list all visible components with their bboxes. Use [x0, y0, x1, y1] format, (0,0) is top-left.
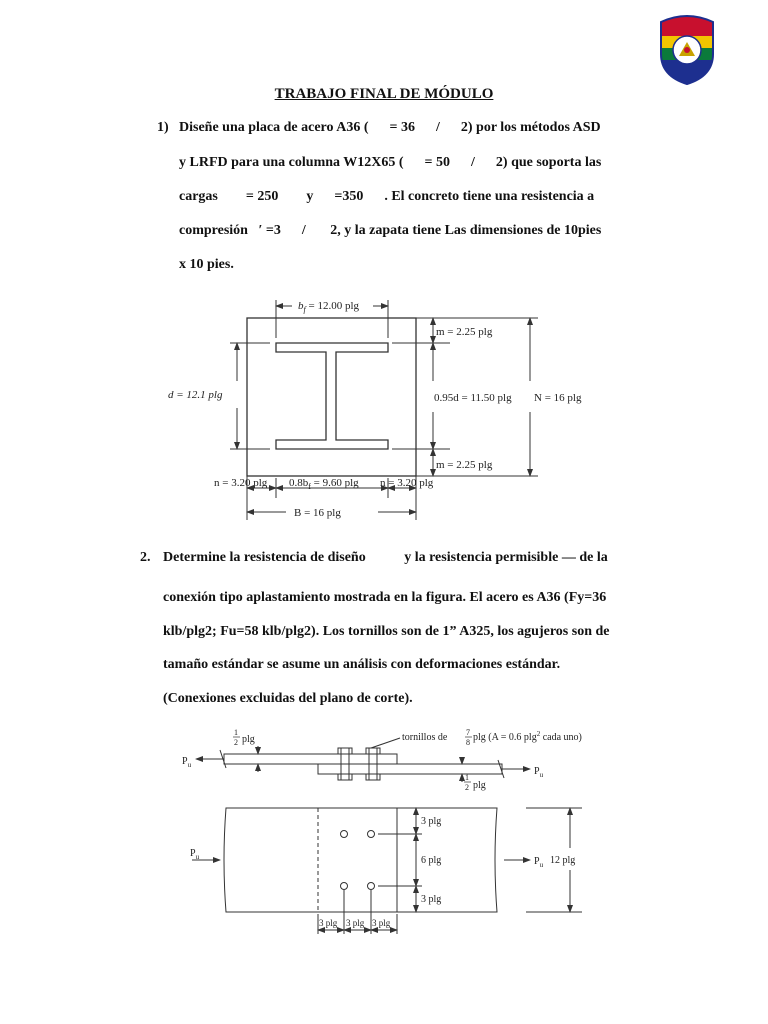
- dim-bottom-3: 3 plg: [372, 918, 391, 928]
- page-title: TRABAJO FINAL DE MÓDULO: [274, 86, 494, 102]
- mid-label: 0.95d = 11.50 plg: [434, 392, 512, 404]
- dim-6: 6 plg: [421, 855, 442, 866]
- problem-2-line-5: (Conexiones excluidas del plano de corte).: [163, 691, 413, 706]
- dim-12: 12 plg: [550, 855, 576, 866]
- pu-right-elev: $P_u$: [534, 766, 544, 779]
- bolt-hole-4: [368, 883, 375, 890]
- bolts-num: 7: [466, 728, 470, 737]
- bolts-note: tornillos de: [402, 732, 448, 743]
- w-section-outline: [276, 343, 388, 449]
- n-left-label: n = 3.20 plg: [214, 477, 268, 489]
- m-top-label: m = 2.25 plg: [436, 326, 493, 338]
- half-top-den: 2: [234, 738, 238, 747]
- half-bottom-unit: plg: [473, 780, 486, 791]
- pu-left-plan: $P_u$: [190, 848, 200, 861]
- bolts-note-rest: plg (A = 0.6 plg$^2$ cada uno): [473, 730, 582, 743]
- bolted-connection-figure: [172, 722, 592, 944]
- bf-label: $b_f = 12.00$ plg: [298, 300, 359, 314]
- problem-1-line-5: x 10 pies.: [179, 257, 234, 272]
- problem-1-line-2: y LRFD para una columna W12X65 ( = 50 / 2) que soporta las: [179, 155, 602, 170]
- top-plate-elevation: [224, 754, 397, 764]
- right-plate-plan: [397, 808, 497, 912]
- problem-1-line-1: Diseñe una placa de acero A36 ( = 36 / 2) por los métodos ASD: [179, 120, 601, 135]
- problem-1-line-3: cargas = 250 y =350 . El concreto tiene una resistencia a: [179, 189, 595, 204]
- problem-1-number: 1): [157, 120, 169, 135]
- university-seal-logo: [657, 14, 717, 86]
- half-bottom-num: 1: [465, 773, 469, 782]
- problem-2-line-2: conexión tipo aplastamiento mostrada en la figura. El acero es A36 (Fy=36: [163, 590, 607, 605]
- dim-3-top: 3 plg: [421, 816, 442, 827]
- base-plate-outline: [247, 318, 416, 476]
- B-label: B = 16 plg: [294, 507, 341, 519]
- half-top-num: 1: [234, 728, 238, 737]
- problem-2-line-3: klb/plg2; Fu=58 klb/plg2). Los tornillos son de 1” A325, los agujeros son de: [163, 624, 610, 639]
- m-bottom-label: m = 2.25 plg: [436, 459, 493, 471]
- bolts-den: 8: [466, 738, 470, 747]
- d-label: d = 12.1 plg: [168, 389, 223, 401]
- dim-bottom-1: 3 plg: [319, 918, 338, 928]
- problem-1-line-4: compresión ′ =3 / 2, y la zapata tiene Las dimensiones de 10pies: [179, 223, 602, 238]
- problem-2-line-1: Determine la resistencia de diseño y la resistencia permisible — de la: [163, 550, 608, 565]
- problem-2-number: 2.: [140, 550, 151, 565]
- pu-left-elev: $P_u$: [182, 756, 192, 769]
- problem-2-line-4: tamaño estándar se asume un análisis con deformaciones estándar.: [163, 657, 561, 672]
- bolt-hole-3: [341, 883, 348, 890]
- N-label: N = 16 plg: [534, 392, 582, 404]
- dim-bottom-2: 3 plg: [346, 918, 365, 928]
- bottom-plate-elevation: [318, 764, 502, 774]
- n-right-label: n = 3.20 plg: [380, 477, 434, 489]
- pu-right-plan: $P_u$: [534, 856, 544, 869]
- bolt-hole-2: [368, 831, 375, 838]
- bolt-hole-1: [341, 831, 348, 838]
- base-plate-figure: [160, 288, 610, 528]
- half-top-unit: plg: [242, 734, 255, 745]
- center-label: $0.8b_f = 9.60$ plg: [289, 477, 359, 491]
- half-bottom-den: 2: [465, 783, 469, 792]
- dim-3-bottom: 3 plg: [421, 894, 442, 905]
